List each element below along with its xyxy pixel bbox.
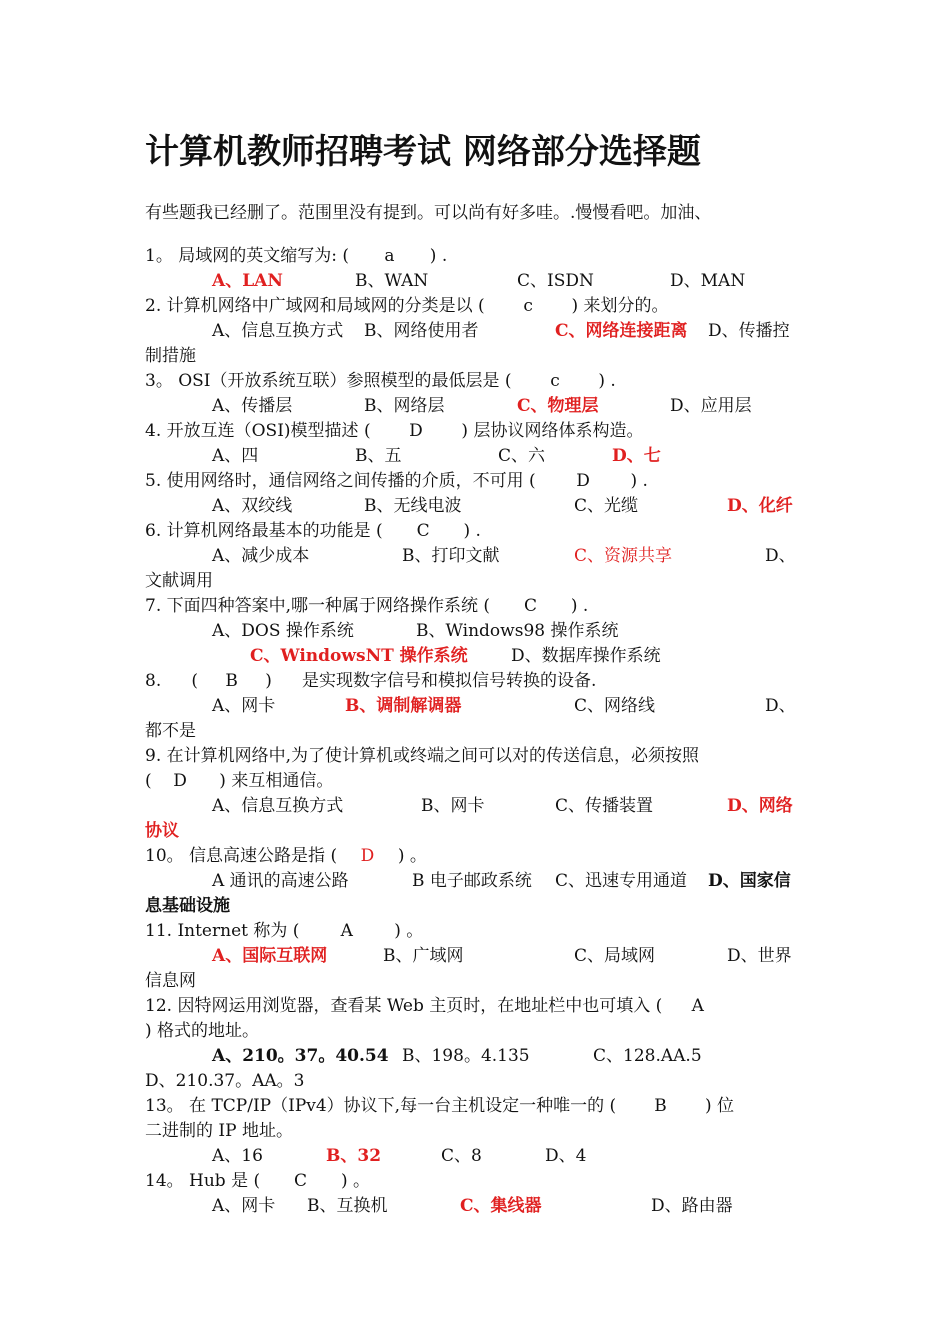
option-c: C、网络连接距离 <box>555 321 688 341</box>
option-b: B、互换机 <box>307 1196 388 1216</box>
answer-key: ( B ) <box>191 671 272 691</box>
option-continuation: 文献调用 <box>145 571 213 591</box>
option-b: B、调制解调器 <box>345 696 462 716</box>
option-b: B、网络层 <box>364 396 445 416</box>
answer-key: A <box>340 921 353 941</box>
option-a: A、减少成本 <box>212 546 310 566</box>
question-stem-text: ) . <box>570 596 589 616</box>
question-stem-text: 是实现数字信号和模拟信号转换的设备. <box>302 671 597 691</box>
option-d: D、传播控 <box>708 321 790 341</box>
question-stem-text: ) . <box>598 371 616 391</box>
option-continuation: 信息网 <box>145 971 196 991</box>
question-stem-text: ) . <box>630 471 648 491</box>
option-c: C、物理层 <box>517 396 599 416</box>
question-10-stem <box>145 844 427 869</box>
option-d: D、4 <box>545 1146 587 1166</box>
option-d: D、网络 <box>727 796 793 816</box>
question-7-stem <box>145 594 588 619</box>
question-stem-text: 5. 使用网络时，通信网络之间传播的介质，不可用 ( <box>145 471 536 491</box>
question-stem-text: ) 。 <box>340 1171 370 1191</box>
answer-key: D <box>576 471 590 491</box>
answer-key: a <box>384 246 395 266</box>
question-5-stem <box>145 469 648 494</box>
option-c: C、WindowsNT 操作系统 <box>250 646 468 666</box>
question-stem-text: 7. 下面四种答案中,哪一种属于网络操作系统 ( <box>145 596 491 616</box>
question-stem-text: 3。 OSI（开放系统互联）参照模型的最低层是 ( <box>145 371 512 391</box>
question-stem-text: ) 层协议网络体系构造。 <box>461 421 644 441</box>
option-continuation: 协议 <box>145 821 179 841</box>
option-continuation: 都不是 <box>145 721 196 741</box>
option-c: C、128.AA.5 <box>593 1046 702 1066</box>
question-stem-text: 12. 因特网运用浏览器，查看某 Web 主页时，在地址栏中也可填入 ( <box>145 996 663 1016</box>
question-stem-text: 4. 开放互连（OSI)模型描述 ( <box>145 421 371 441</box>
option-a: A、DOS 操作系统 <box>212 621 354 641</box>
question-stem-text: ) 。 <box>397 846 427 866</box>
question-stem-text: 11. Internet 称为 ( <box>145 921 300 941</box>
question-12-stem-cont: ) 格式的地址。 <box>145 1021 260 1041</box>
option-c: C、局域网 <box>574 946 656 966</box>
option-a: A、国际互联网 <box>212 946 328 966</box>
question-stem-text: 8. <box>145 671 162 691</box>
option-d: D、七 <box>612 446 661 466</box>
option-c: C、ISDN <box>517 271 594 291</box>
option-d: D、 <box>765 546 796 566</box>
option-a: A、传播层 <box>212 396 293 416</box>
option-c: C、8 <box>441 1146 482 1166</box>
question-stem-text: ) . <box>463 521 481 541</box>
option-a: A、信息互换方式 <box>212 796 344 816</box>
question-stem-text: 2. 计算机网络中广域网和局域网的分类是以 ( <box>145 296 485 316</box>
option-a: A、LAN <box>212 271 283 291</box>
question-stem-text: ) 位 <box>704 1096 734 1116</box>
option-b: B、32 <box>326 1146 382 1166</box>
option-b: B、五 <box>355 446 402 466</box>
option-a: A、四 <box>212 446 259 466</box>
intro-text: 有些题我已经删了。范围里没有提到。可以尚有好多哇。.慢慢看吧。加油、 <box>145 203 712 223</box>
question-11-stem <box>145 919 423 944</box>
option-d: D、210.37。AA。3 <box>145 1071 305 1091</box>
option-b: B、网络使用者 <box>364 321 479 341</box>
option-b: B 电子邮政系统 <box>412 871 532 891</box>
option-c: C、资源共享 <box>574 546 673 566</box>
question-stem-text: ) 来划分的。 <box>571 296 669 316</box>
answer-key: D <box>360 846 375 866</box>
answer-key: D <box>409 421 423 441</box>
question-4-stem <box>145 419 643 444</box>
question-2-stem <box>145 294 669 319</box>
question-stem-text: 10。 信息高速公路是指 ( <box>145 846 338 866</box>
option-c: C、集线器 <box>460 1196 542 1216</box>
question-stem-text: 1。 局域网的英文缩写为: ( <box>145 246 349 266</box>
option-continuation: 制措施 <box>145 346 196 366</box>
question-9-stem: 9. 在计算机网络中,为了使计算机或终端之间可以对的传送信息，必须按照 <box>145 746 700 766</box>
option-c: C、六 <box>498 446 546 466</box>
option-d: D、路由器 <box>651 1196 733 1216</box>
answer-key: c <box>523 296 533 316</box>
question-8-stem <box>145 669 596 694</box>
question-13-stem <box>145 1094 734 1119</box>
question-6-stem <box>145 519 481 544</box>
question-stem-text: ) 。 <box>394 921 424 941</box>
option-d: D、MAN <box>670 271 746 291</box>
option-d: D、化纤 <box>727 496 793 516</box>
answer-key: B <box>654 1096 667 1116</box>
option-d: D、应用层 <box>670 396 752 416</box>
answer-key: C <box>523 596 537 616</box>
option-continuation: 息基础设施 <box>145 896 230 916</box>
option-a: A 通讯的高速公路 <box>212 871 349 891</box>
question-9-stem-cont: ( D ) 来互相通信。 <box>145 771 334 791</box>
option-b: B、无线电波 <box>364 496 462 516</box>
option-c: C、光缆 <box>574 496 639 516</box>
question-stem-text: ) . <box>429 246 448 266</box>
question-1-stem <box>145 244 447 269</box>
option-d: D、 <box>765 696 796 716</box>
option-b: B、WAN <box>355 271 429 291</box>
question-stem-text: 6. 计算机网络最基本的功能是 ( <box>145 521 383 541</box>
question-stem-text: 13。 在 TCP/IP（IPv4）协议下,每一台主机设定一种唯一的 ( <box>145 1096 617 1116</box>
option-b: B、网卡 <box>421 796 485 816</box>
answer-key: c <box>550 371 560 391</box>
answer-key: A <box>691 996 704 1016</box>
option-a: A、网卡 <box>212 696 276 716</box>
answer-key: C <box>416 521 430 541</box>
option-a: A、信息互换方式 <box>212 321 344 341</box>
option-d: D、数据库操作系统 <box>511 646 661 666</box>
option-c: C、传播装置 <box>555 796 654 816</box>
option-a: A、16 <box>212 1146 263 1166</box>
question-3-stem <box>145 369 616 394</box>
option-d: D、世界 <box>727 946 792 966</box>
answer-key: C <box>294 1171 308 1191</box>
option-c: C、迅速专用通道 <box>555 871 688 891</box>
option-b: B、198。4.135 <box>402 1046 530 1066</box>
option-a: A、210。37。40.54 <box>212 1046 389 1066</box>
option-d: D、国家信 <box>708 871 791 891</box>
option-a: A、双绞线 <box>212 496 293 516</box>
option-b: B、打印文献 <box>402 546 500 566</box>
question-14-stem <box>145 1169 370 1194</box>
option-b: B、广域网 <box>383 946 464 966</box>
question-13-stem-cont: 二进制的 IP 地址。 <box>145 1121 293 1141</box>
option-c: C、网络线 <box>574 696 656 716</box>
option-a: A、网卡 <box>212 1196 276 1216</box>
page-title: 计算机教师招聘考试 网络部分选择题 <box>145 132 701 172</box>
question-stem-text: 14。 Hub 是 ( <box>145 1171 261 1191</box>
question-12-stem <box>145 994 728 1019</box>
option-b: B、Windows98 操作系统 <box>416 621 619 641</box>
